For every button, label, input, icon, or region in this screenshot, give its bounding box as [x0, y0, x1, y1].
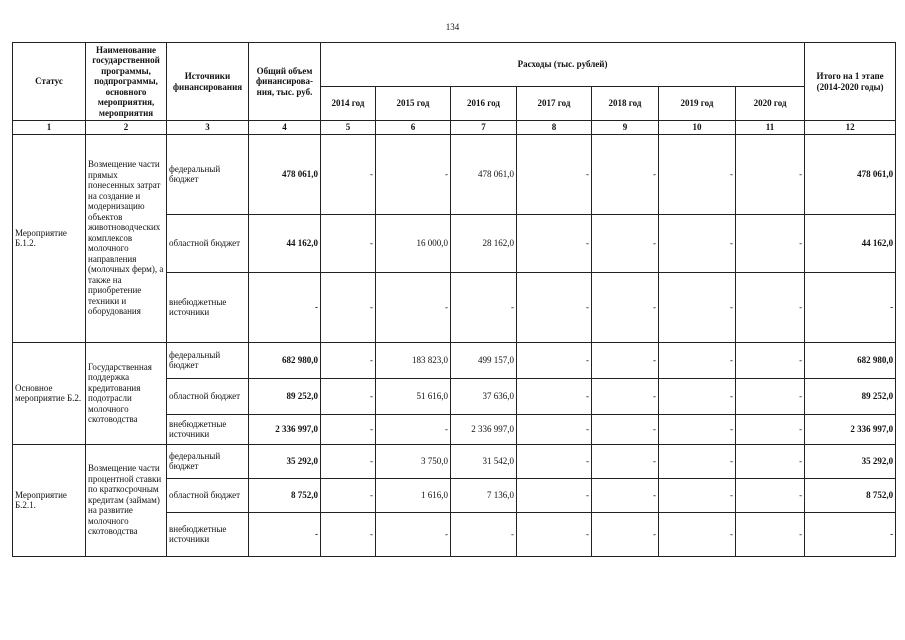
- row-source: федеральный бюджет: [167, 134, 249, 214]
- column-number: 3: [167, 121, 249, 135]
- header-year: 2017 год: [517, 87, 592, 121]
- row-stage-total: -: [805, 272, 896, 342]
- row-stage-total: 89 252,0: [805, 378, 896, 414]
- row-total: -: [249, 512, 321, 556]
- column-number: 10: [659, 121, 736, 135]
- column-number: 1: [13, 121, 86, 135]
- row-year-value: -: [321, 478, 376, 512]
- row-total: 35 292,0: [249, 444, 321, 478]
- row-year-value: -: [321, 512, 376, 556]
- row-year-value: 183 823,0: [376, 342, 451, 378]
- row-year-value: -: [659, 478, 736, 512]
- row-year-value: -: [376, 272, 451, 342]
- row-source: внебюджетные источники: [167, 512, 249, 556]
- row-year-value: -: [592, 342, 659, 378]
- row-year-value: -: [592, 378, 659, 414]
- row-total: -: [249, 272, 321, 342]
- row-stage-total: 478 061,0: [805, 134, 896, 214]
- row-year-value: -: [321, 134, 376, 214]
- row-year-value: -: [451, 512, 517, 556]
- row-year-value: -: [517, 512, 592, 556]
- column-number: 7: [451, 121, 517, 135]
- row-year-value: -: [517, 272, 592, 342]
- row-year-value: -: [736, 214, 805, 272]
- column-number: 4: [249, 121, 321, 135]
- row-year-value: -: [736, 478, 805, 512]
- row-year-value: -: [659, 134, 736, 214]
- row-year-value: 1 616,0: [376, 478, 451, 512]
- row-year-value: -: [517, 478, 592, 512]
- row-year-value: -: [736, 134, 805, 214]
- column-number: 11: [736, 121, 805, 135]
- row-year-value: -: [592, 478, 659, 512]
- row-total: 2 336 997,0: [249, 414, 321, 444]
- header-year: 2020 год: [736, 87, 805, 121]
- row-year-value: -: [592, 444, 659, 478]
- row-name: Возмещение части процентной ставки по краткосрочным кредитам (займам) на развитие молочного скотоводства: [86, 444, 167, 556]
- row-year-value: -: [376, 414, 451, 444]
- header-year: 2016 год: [451, 87, 517, 121]
- column-number: 12: [805, 121, 896, 135]
- table-row: [13, 444, 896, 478]
- header-status: Статус: [13, 43, 86, 121]
- row-total: 44 162,0: [249, 214, 321, 272]
- row-status: Мероприятие Б.1.2.: [13, 134, 86, 342]
- row-stage-total: 682 980,0: [805, 342, 896, 378]
- row-year-value: -: [659, 414, 736, 444]
- row-year-value: -: [592, 134, 659, 214]
- row-year-value: -: [321, 378, 376, 414]
- row-year-value: -: [736, 342, 805, 378]
- row-stage-total: 8 752,0: [805, 478, 896, 512]
- row-source: внебюджетные источники: [167, 414, 249, 444]
- row-year-value: -: [376, 134, 451, 214]
- column-number: 8: [517, 121, 592, 135]
- row-year-value: -: [321, 342, 376, 378]
- row-name: Государственная поддержка кредитования подотрасли молочного скотоводства: [86, 342, 167, 444]
- row-year-value: -: [517, 414, 592, 444]
- row-year-value: -: [659, 272, 736, 342]
- column-number: 5: [321, 121, 376, 135]
- table-row: [13, 342, 896, 378]
- row-year-value: 28 162,0: [451, 214, 517, 272]
- row-year-value: -: [736, 414, 805, 444]
- row-year-value: -: [321, 444, 376, 478]
- financing-table: [12, 42, 896, 557]
- row-source: федеральный бюджет: [167, 342, 249, 378]
- row-year-value: -: [451, 272, 517, 342]
- row-year-value: 499 157,0: [451, 342, 517, 378]
- header-year: 2019 год: [659, 87, 736, 121]
- header-stage-total: Итого на 1 этапе (2014-2020 годы): [805, 43, 896, 121]
- row-year-value: -: [659, 342, 736, 378]
- header-year: 2018 год: [592, 87, 659, 121]
- row-source: федеральный бюджет: [167, 444, 249, 478]
- page-number: 134: [445, 22, 460, 32]
- row-total: 478 061,0: [249, 134, 321, 214]
- row-year-value: 51 616,0: [376, 378, 451, 414]
- row-year-value: -: [736, 512, 805, 556]
- row-year-value: -: [321, 214, 376, 272]
- row-total: 8 752,0: [249, 478, 321, 512]
- row-year-value: -: [592, 414, 659, 444]
- row-source: областной бюджет: [167, 378, 249, 414]
- column-number: 6: [376, 121, 451, 135]
- row-year-value: -: [517, 444, 592, 478]
- row-year-value: -: [517, 378, 592, 414]
- row-stage-total: 35 292,0: [805, 444, 896, 478]
- row-status: Основное мероприятие Б.2.: [13, 342, 86, 444]
- row-year-value: 7 136,0: [451, 478, 517, 512]
- row-year-value: -: [659, 214, 736, 272]
- row-year-value: -: [592, 214, 659, 272]
- row-stage-total: -: [805, 512, 896, 556]
- row-stage-total: 44 162,0: [805, 214, 896, 272]
- row-name: Возмещение части прямых понесенных затрат на создание и модернизацию объектов животноводческих комплексов молочного направления (молочных ферм), а также на приобретение техники и оборудования: [86, 134, 167, 342]
- row-total: 682 980,0: [249, 342, 321, 378]
- row-year-value: -: [517, 214, 592, 272]
- row-year-value: -: [736, 378, 805, 414]
- table-row: [13, 134, 896, 214]
- row-year-value: -: [592, 272, 659, 342]
- header-year: 2015 год: [376, 87, 451, 121]
- row-year-value: -: [517, 342, 592, 378]
- row-source: внебюджетные источники: [167, 272, 249, 342]
- header-name: Наименование государственной программы, подпрограммы, основного мероприятия, мероприятия: [86, 43, 167, 121]
- row-year-value: -: [321, 272, 376, 342]
- row-year-value: 2 336 997,0: [451, 414, 517, 444]
- row-year-value: -: [592, 512, 659, 556]
- row-year-value: -: [659, 444, 736, 478]
- row-source: областной бюджет: [167, 478, 249, 512]
- row-year-value: 31 542,0: [451, 444, 517, 478]
- row-year-value: -: [659, 512, 736, 556]
- row-status: Мероприятие Б.2.1.: [13, 444, 86, 556]
- row-year-value: -: [517, 134, 592, 214]
- row-total: 89 252,0: [249, 378, 321, 414]
- row-stage-total: 2 336 997,0: [805, 414, 896, 444]
- row-year-value: -: [376, 512, 451, 556]
- header-year: 2014 год: [321, 87, 376, 121]
- row-source: областной бюджет: [167, 214, 249, 272]
- header-sources: Источники финансирования: [167, 43, 249, 121]
- row-year-value: 16 000,0: [376, 214, 451, 272]
- row-year-value: 37 636,0: [451, 378, 517, 414]
- column-number: 2: [86, 121, 167, 135]
- row-year-value: -: [321, 414, 376, 444]
- header-total: Общий объем финансирова-ния, тыс. руб.: [249, 43, 321, 121]
- row-year-value: -: [736, 272, 805, 342]
- row-year-value: 3 750,0: [376, 444, 451, 478]
- column-number: 9: [592, 121, 659, 135]
- row-year-value: 478 061,0: [451, 134, 517, 214]
- row-year-value: -: [736, 444, 805, 478]
- header-expenses: Расходы (тыс. рублей): [321, 43, 805, 87]
- row-year-value: -: [659, 378, 736, 414]
